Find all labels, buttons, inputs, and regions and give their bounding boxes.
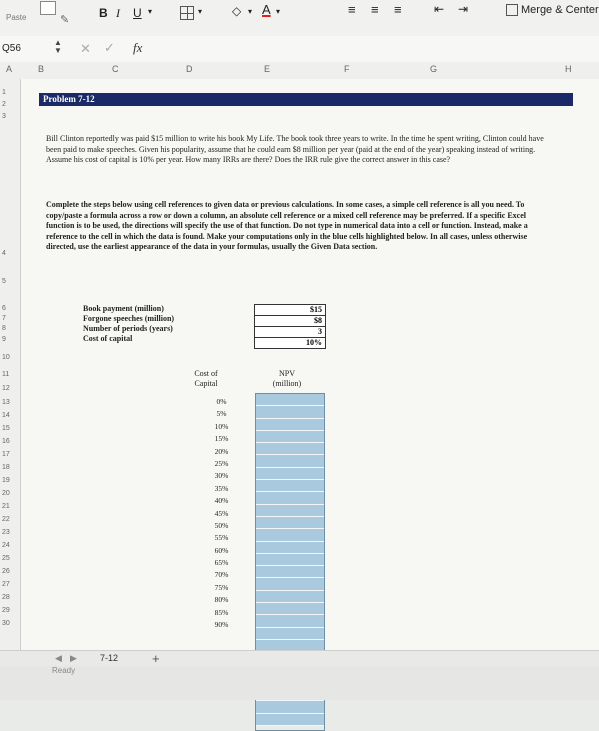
npv-header-line: NPV (278, 369, 295, 378)
problem-title-banner: Problem 7-12 (39, 93, 573, 106)
row-header[interactable]: 16 (2, 438, 10, 445)
npv-cell[interactable] (256, 517, 324, 529)
row-header[interactable]: 9 (2, 336, 6, 343)
column-header[interactable]: F (344, 64, 350, 74)
rate-cell[interactable]: 70% (214, 570, 229, 580)
npv-cell[interactable] (256, 468, 324, 480)
column-header[interactable]: A (6, 64, 13, 74)
npv-cell[interactable] (256, 480, 324, 492)
given-value[interactable]: $8 (255, 316, 325, 327)
borders-dropdown-icon[interactable]: ▾ (198, 7, 203, 16)
given-label: Book payment (million) (83, 304, 164, 313)
rate-cell[interactable]: 50% (214, 520, 229, 530)
rate-cell[interactable]: 35% (214, 483, 229, 493)
enter-icon[interactable]: ✓ (104, 40, 115, 55)
cost-of-capital-column (199, 396, 244, 631)
rate-cell[interactable]: 20% (214, 446, 229, 456)
add-sheet-icon[interactable]: + (152, 651, 160, 666)
align-center-icon[interactable]: ≡ (371, 2, 379, 17)
merge-center-button[interactable]: Merge & Center (521, 4, 599, 16)
row-headers (0, 79, 21, 650)
problem-description: Bill Clinton reportedly was paid $15 million to write his book My Life. The book took three years to write. In the time he spent writing, Clinton could have been paid to make speeches. Given his popularity, assume that he could earn $8 million per year (paid at the end of the year) speaking instead of writing. Assume his cost of capital is 10% per year. How many IRRs are there? Does the IRR rule give the correct answer in this case? (46, 134, 544, 164)
name-box[interactable]: Q56 (2, 43, 21, 54)
decrease-indent-icon[interactable]: ⇤ (434, 2, 445, 16)
given-label: Cost of capital (83, 334, 133, 343)
row-header[interactable]: 21 (2, 503, 10, 510)
npv-cell[interactable] (256, 505, 324, 517)
cancel-icon[interactable]: ✕ (80, 41, 91, 56)
given-data-values (254, 304, 326, 349)
row-header[interactable]: 3 (2, 113, 6, 120)
row-header[interactable]: 11 (2, 371, 10, 378)
npv-cell[interactable] (256, 394, 324, 406)
formula-bar (0, 36, 599, 63)
paste-button[interactable] (2, 3, 36, 31)
rate-cell[interactable]: 55% (214, 533, 229, 543)
row-header[interactable]: 29 (2, 607, 10, 614)
given-label: Number of periods (years) (83, 324, 173, 333)
row-header[interactable]: 22 (2, 516, 10, 523)
row-header[interactable]: 26 (2, 568, 10, 575)
row-header[interactable]: 12 (2, 385, 10, 392)
rate-cell[interactable]: 40% (214, 496, 229, 506)
npv-cell[interactable] (256, 529, 324, 541)
npv-cell[interactable] (256, 701, 324, 713)
rate-cell[interactable]: 5% (216, 409, 227, 419)
column-header[interactable]: B (38, 64, 45, 74)
row-header[interactable]: 14 (2, 412, 10, 419)
npv-cell[interactable] (256, 419, 324, 431)
npv-cell[interactable] (256, 615, 324, 627)
capital-header-line: Capital (194, 379, 218, 388)
fill-dropdown-icon[interactable]: ▾ (248, 7, 253, 16)
rate-cell[interactable]: 60% (214, 545, 229, 555)
given-value[interactable]: 10% (306, 338, 322, 347)
underline-dropdown-icon[interactable]: ▾ (148, 7, 153, 16)
column-header[interactable]: E (264, 64, 271, 74)
rate-cell[interactable]: 0% (216, 397, 227, 406)
ribbon-toolbar (0, 0, 599, 37)
rate-cell[interactable]: 75% (214, 582, 229, 592)
sheet-tab-7-12[interactable]: 7-12 (100, 653, 119, 663)
npv-cell[interactable] (256, 443, 324, 455)
row-header[interactable]: 15 (2, 425, 10, 432)
fill-color-icon[interactable]: ◇ (232, 4, 242, 18)
rate-cell[interactable]: 45% (214, 508, 229, 518)
rate-cell[interactable]: 90% (214, 620, 229, 630)
bold-button[interactable]: B (99, 6, 108, 20)
cost-of-header-line: Cost of (194, 369, 218, 378)
row-header[interactable]: 7 (2, 315, 6, 322)
font-color-dropdown-icon[interactable]: ▾ (276, 7, 281, 16)
npv-cell[interactable] (256, 492, 324, 504)
formula-input[interactable] (160, 41, 590, 57)
name-box-stepper-icon[interactable]: ▲ ▼ (54, 38, 62, 55)
given-value[interactable]: 3 (255, 327, 325, 338)
npv-cell[interactable] (256, 542, 324, 554)
rate-cell[interactable]: 10% (214, 421, 229, 431)
npv-cell[interactable] (256, 591, 324, 603)
rate-cell[interactable]: 85% (214, 607, 229, 617)
row-header[interactable]: 18 (2, 464, 10, 471)
instructions-text: Complete the steps below using cell references to given data or previous calculations. In some cases, a simple cell reference is all you need. To copy/paste a formula across a row or down a column, an absolute cell reference or a mixed cell reference may be preferred. If a specific Excel function is to be used, the directions will specify the use of that function. Do not type in numerical data into a cell or function. Instead, make a reference to the cell in which the data is found. Make your computations only in the blue cells highlighted below. In all cases, unless otherwise directed, use the earliest appearance of the data in your formulas, usually the Given Data section. (46, 200, 528, 251)
borders-icon[interactable] (180, 6, 194, 20)
row-header[interactable]: 4 (2, 250, 6, 257)
align-left-icon[interactable]: ≡ (348, 2, 356, 17)
given-value[interactable]: $15 (255, 305, 325, 316)
status-text: Ready (52, 666, 76, 675)
row-header[interactable]: 13 (2, 399, 10, 406)
npv-header (247, 369, 327, 389)
row-header[interactable]: 25 (2, 555, 10, 562)
npv-cell[interactable] (256, 578, 324, 590)
merge-icon[interactable] (506, 4, 518, 16)
rate-cell[interactable]: 30% (214, 471, 229, 481)
million-header-line: (million) (272, 379, 302, 388)
rate-cell[interactable]: 80% (214, 595, 229, 605)
npv-cell[interactable] (256, 431, 324, 443)
row-header[interactable]: 30 (2, 620, 10, 627)
npv-cell[interactable] (256, 566, 324, 578)
row-header[interactable]: 1 (2, 89, 6, 96)
row-header[interactable]: 8 (2, 325, 6, 332)
row-header[interactable]: 17 (2, 451, 10, 458)
row-header[interactable]: 28 (2, 594, 10, 601)
column-headers (0, 62, 599, 80)
npv-cell[interactable] (256, 455, 324, 467)
increase-indent-icon[interactable]: ⇥ (458, 2, 469, 16)
given-label: Forgone speeches (million) (83, 314, 175, 323)
column-header[interactable]: G (430, 64, 438, 74)
row-header[interactable]: 2 (2, 101, 6, 108)
font-color-icon[interactable]: A (262, 2, 271, 17)
column-header[interactable]: D (186, 64, 193, 74)
paste-label: Paste (6, 13, 27, 22)
npv-cell[interactable] (256, 714, 324, 726)
row-header[interactable]: 19 (2, 477, 10, 484)
npv-cell[interactable] (256, 603, 324, 615)
column-header[interactable]: C (112, 64, 119, 74)
npv-cell[interactable] (256, 554, 324, 566)
row-header[interactable]: 5 (2, 278, 6, 285)
next-sheet-icon[interactable]: ▶ (70, 653, 77, 663)
italic-button[interactable]: I (116, 6, 120, 20)
format-painter-icon[interactable]: ✎ (60, 14, 70, 26)
row-header[interactable]: 6 (2, 305, 6, 312)
row-header[interactable]: 10 (2, 354, 10, 361)
column-header[interactable]: H (565, 64, 572, 74)
rate-cell[interactable]: 65% (214, 558, 229, 568)
status-bar (0, 666, 599, 700)
clipboard-icon (40, 1, 56, 15)
worksheet-grid[interactable] (21, 79, 599, 650)
npv-cell[interactable] (256, 406, 324, 418)
rate-cell[interactable]: 25% (214, 458, 229, 468)
npv-cell[interactable] (256, 628, 324, 640)
sheet-tab-bar (0, 650, 599, 667)
given-data-labels (83, 304, 174, 344)
row-header[interactable]: 20 (2, 490, 10, 497)
rate-cell[interactable]: 15% (214, 434, 229, 444)
fx-label[interactable]: fx (133, 40, 143, 55)
row-header[interactable]: 23 (2, 529, 10, 536)
row-header[interactable]: 27 (2, 581, 10, 588)
cost-of-capital-header (181, 369, 231, 389)
prev-sheet-icon[interactable]: ◀ (55, 653, 62, 663)
underline-button[interactable]: U (133, 6, 142, 20)
row-header[interactable]: 24 (2, 542, 10, 549)
align-right-icon[interactable]: ≡ (394, 2, 402, 17)
